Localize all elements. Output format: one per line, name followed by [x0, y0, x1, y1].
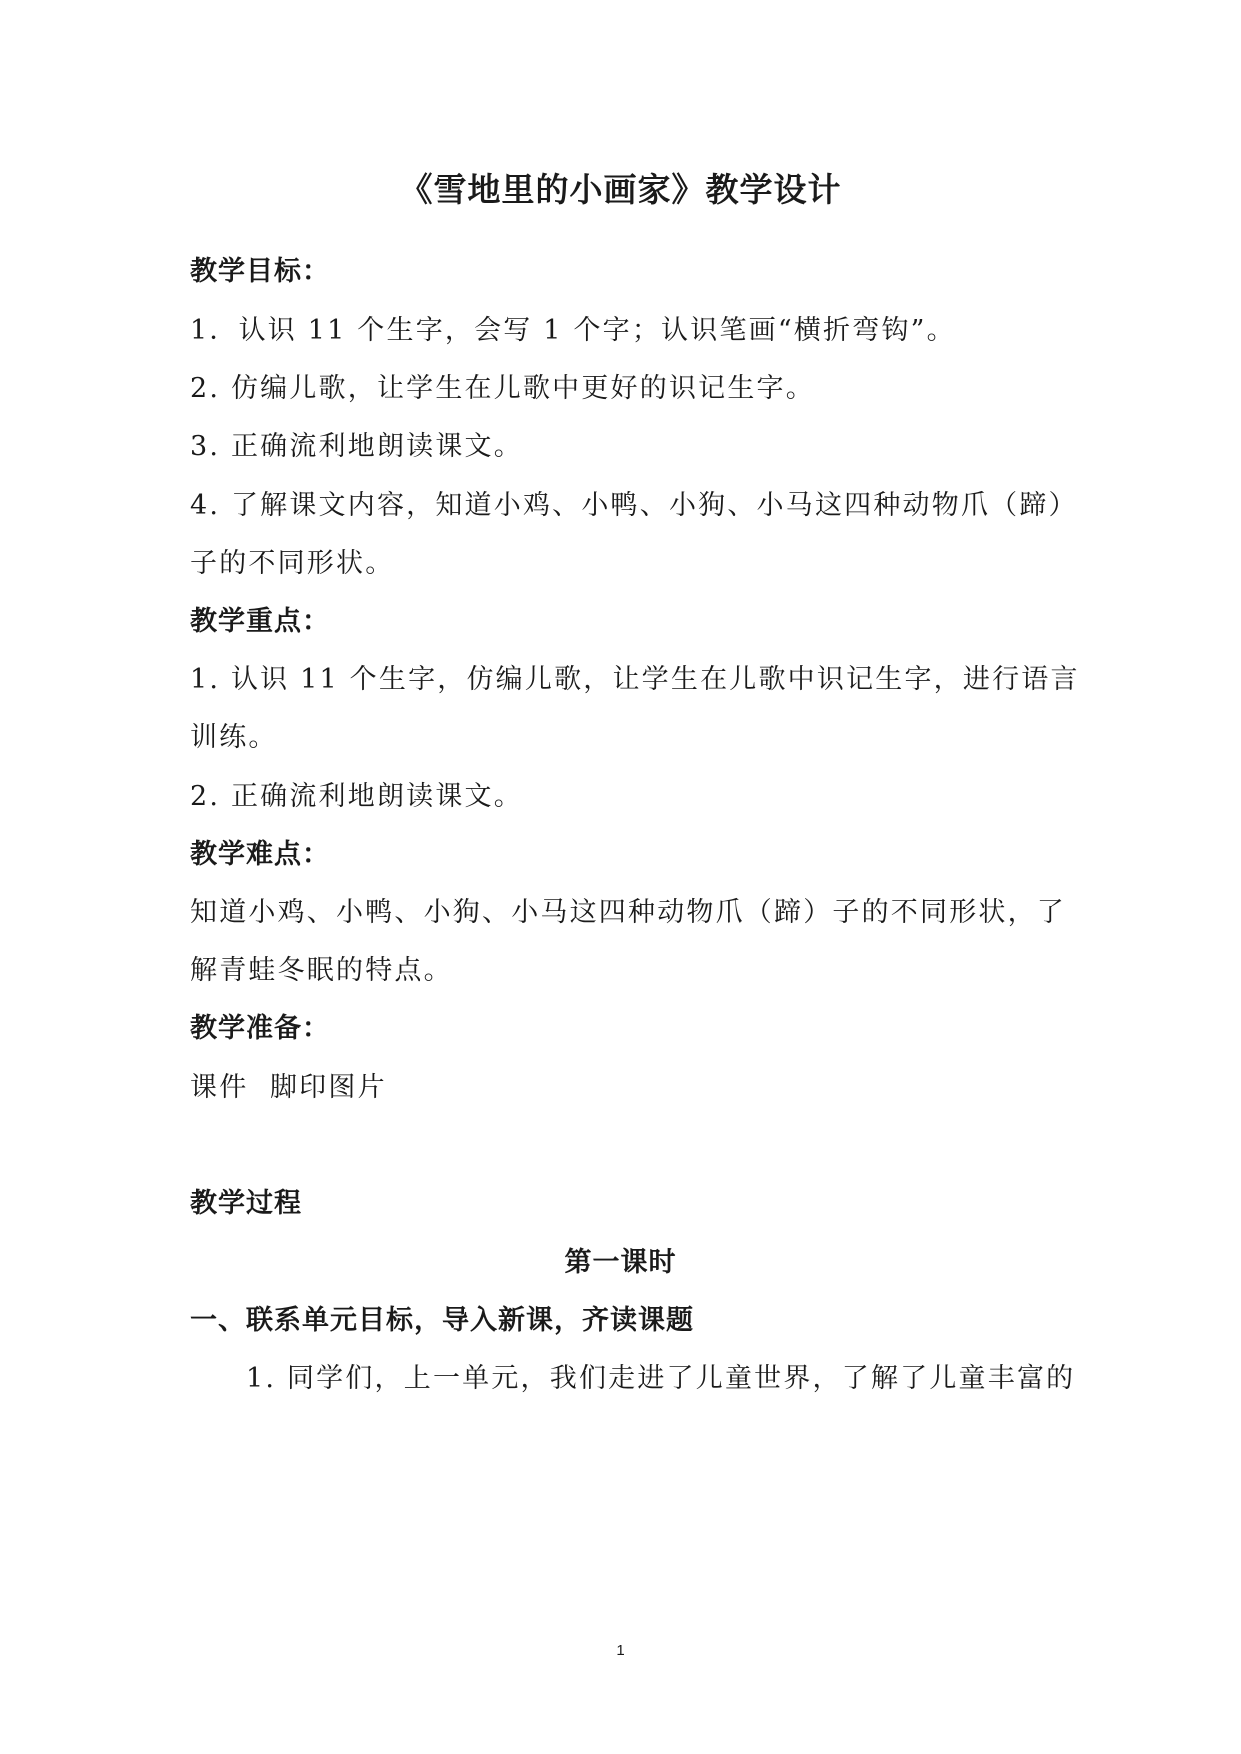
- difficulties-heading: 教学难点：: [190, 839, 330, 870]
- objective-line-3: 3. 正确流利地朗读课文。: [190, 431, 523, 462]
- key-point-line-1: 1. 认识 11 个生字，仿编儿歌，让学生在儿歌中识记生字，进行语言: [190, 664, 1080, 695]
- document-title: 《雪地里的小画家》教学设计: [399, 170, 842, 209]
- key-point-line-3: 2. 正确流利地朗读课文。: [190, 781, 523, 812]
- objective-line-5: 子的不同形状。: [190, 548, 395, 579]
- objective-line-2: 2. 仿编儿歌，让学生在儿歌中更好的识记生字。: [190, 373, 815, 404]
- objective-line-4: 4. 了解课文内容，知道小鸡、小鸭、小狗、小马这四种动物爪（蹄）: [190, 490, 1078, 521]
- preparation-heading: 教学准备：: [190, 1013, 330, 1044]
- key-points-heading: 教学重点：: [190, 606, 330, 637]
- page-number: 1: [616, 1642, 625, 1659]
- section1-heading: 一、联系单元目标，导入新课，齐读课题: [190, 1305, 694, 1336]
- objective-line-1: 1．认识 11 个生字，会写 1 个字；认识笔画“横折弯钩”。: [190, 315, 956, 346]
- difficulty-line-1: 知道小鸡、小鸭、小狗、小马这四种动物爪（蹄）子的不同形状，了: [190, 897, 1066, 928]
- objectives-heading: 教学目标：: [190, 256, 330, 287]
- process-heading: 教学过程: [190, 1188, 302, 1219]
- difficulty-line-2: 解青蛙冬眠的特点。: [190, 955, 453, 986]
- section1-paragraph: 1. 同学们，上一单元，我们走进了儿童世界，了解了儿童丰富的: [246, 1363, 1076, 1394]
- preparation-line: 课件 脚印图片: [190, 1072, 387, 1103]
- key-point-line-2: 训练。: [190, 722, 278, 753]
- lesson-heading: 第一课时: [564, 1247, 677, 1278]
